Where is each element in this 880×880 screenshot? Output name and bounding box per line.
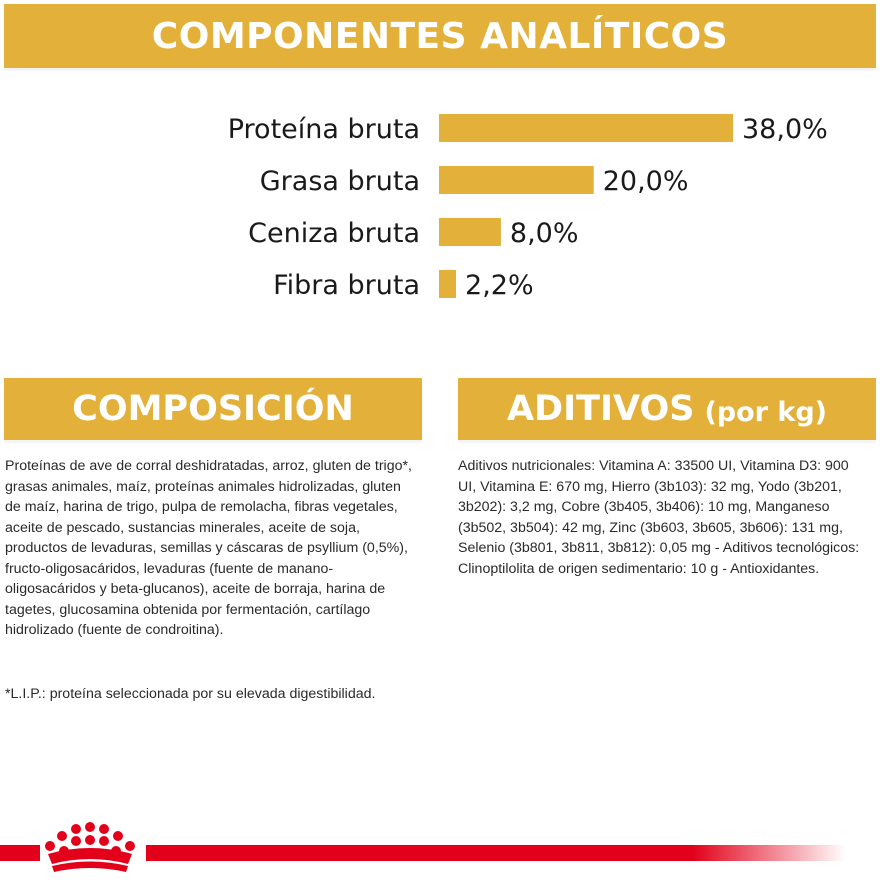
- bar: [439, 270, 456, 298]
- value-label: 2,2%: [465, 270, 534, 301]
- category-label: Fibra bruta: [273, 270, 420, 301]
- composition-footnote: *L.I.P.: proteína seleccionada por su elevada digestibilidad.: [5, 686, 376, 702]
- value-label: 20,0%: [602, 166, 689, 197]
- footer-stripe-right: [146, 845, 846, 861]
- additives-unit: (por kg): [704, 396, 828, 428]
- additives-title: ADITIVOS: [506, 389, 695, 429]
- bar: [439, 166, 594, 194]
- footer-stripe-left: [0, 845, 40, 861]
- bar: [439, 114, 733, 142]
- category-label: Grasa bruta: [259, 166, 420, 197]
- additives-text: Aditivos nutricionales: Vitamina A: 33500 UI, Vitamina D3: 900 UI, Vitamina E: 670 mg, Hierro (3b103): 32 mg, Yodo (3b201, 3b202): 3,2 mg, Cobre (3b405, 3b406): 10 mg, Manganeso (3b502, 3b504): 42 mg, Zinc (3b603, 3b605, 3b606): 131 mg, Selenio (3b801, 3b811, 3b812): 0,05 mg - Aditivos tecnológicos: Clinoptilolita de origen sedimentario: 10 g - Antioxidantes.: [458, 458, 860, 577]
- bar: [439, 218, 501, 246]
- value-label: 8,0%: [509, 218, 579, 249]
- category-label: Proteína bruta: [227, 114, 420, 145]
- analytic-components-chart: [0, 92, 880, 322]
- value-label: 38,0%: [742, 114, 828, 145]
- composition-banner: [4, 378, 422, 440]
- crown-logo-icon: [38, 820, 142, 876]
- composition-title: COMPOSICIÓN: [72, 389, 354, 429]
- category-label: Ceniza bruta: [248, 218, 420, 249]
- composition-text: Proteínas de ave de corral deshidratadas, arroz, gluten de trigo*, grasas animales, maíz, proteínas animales hidrolizadas, gluten de maíz, harina de trigo, pulpa de remolacha, fibras vegetales, aceite de pescado, sustancias minerales, aceite de soja, productos de levaduras, semillas y cáscaras de psyllium (0,5%), fructo-oligosacáridos, levaduras (fuente de manano-oligosacáridos y beta-glucanos), aceite de borraja, harina de tagetes, glucosamina obtenida por fermentación, cartílago hidrolizado (fuente de condroitina).: [5, 458, 412, 638]
- additives-banner: [458, 378, 876, 440]
- analytic-components-title: COMPONENTES ANALÍTICOS: [151, 15, 729, 57]
- analytic-components-banner: [4, 4, 876, 68]
